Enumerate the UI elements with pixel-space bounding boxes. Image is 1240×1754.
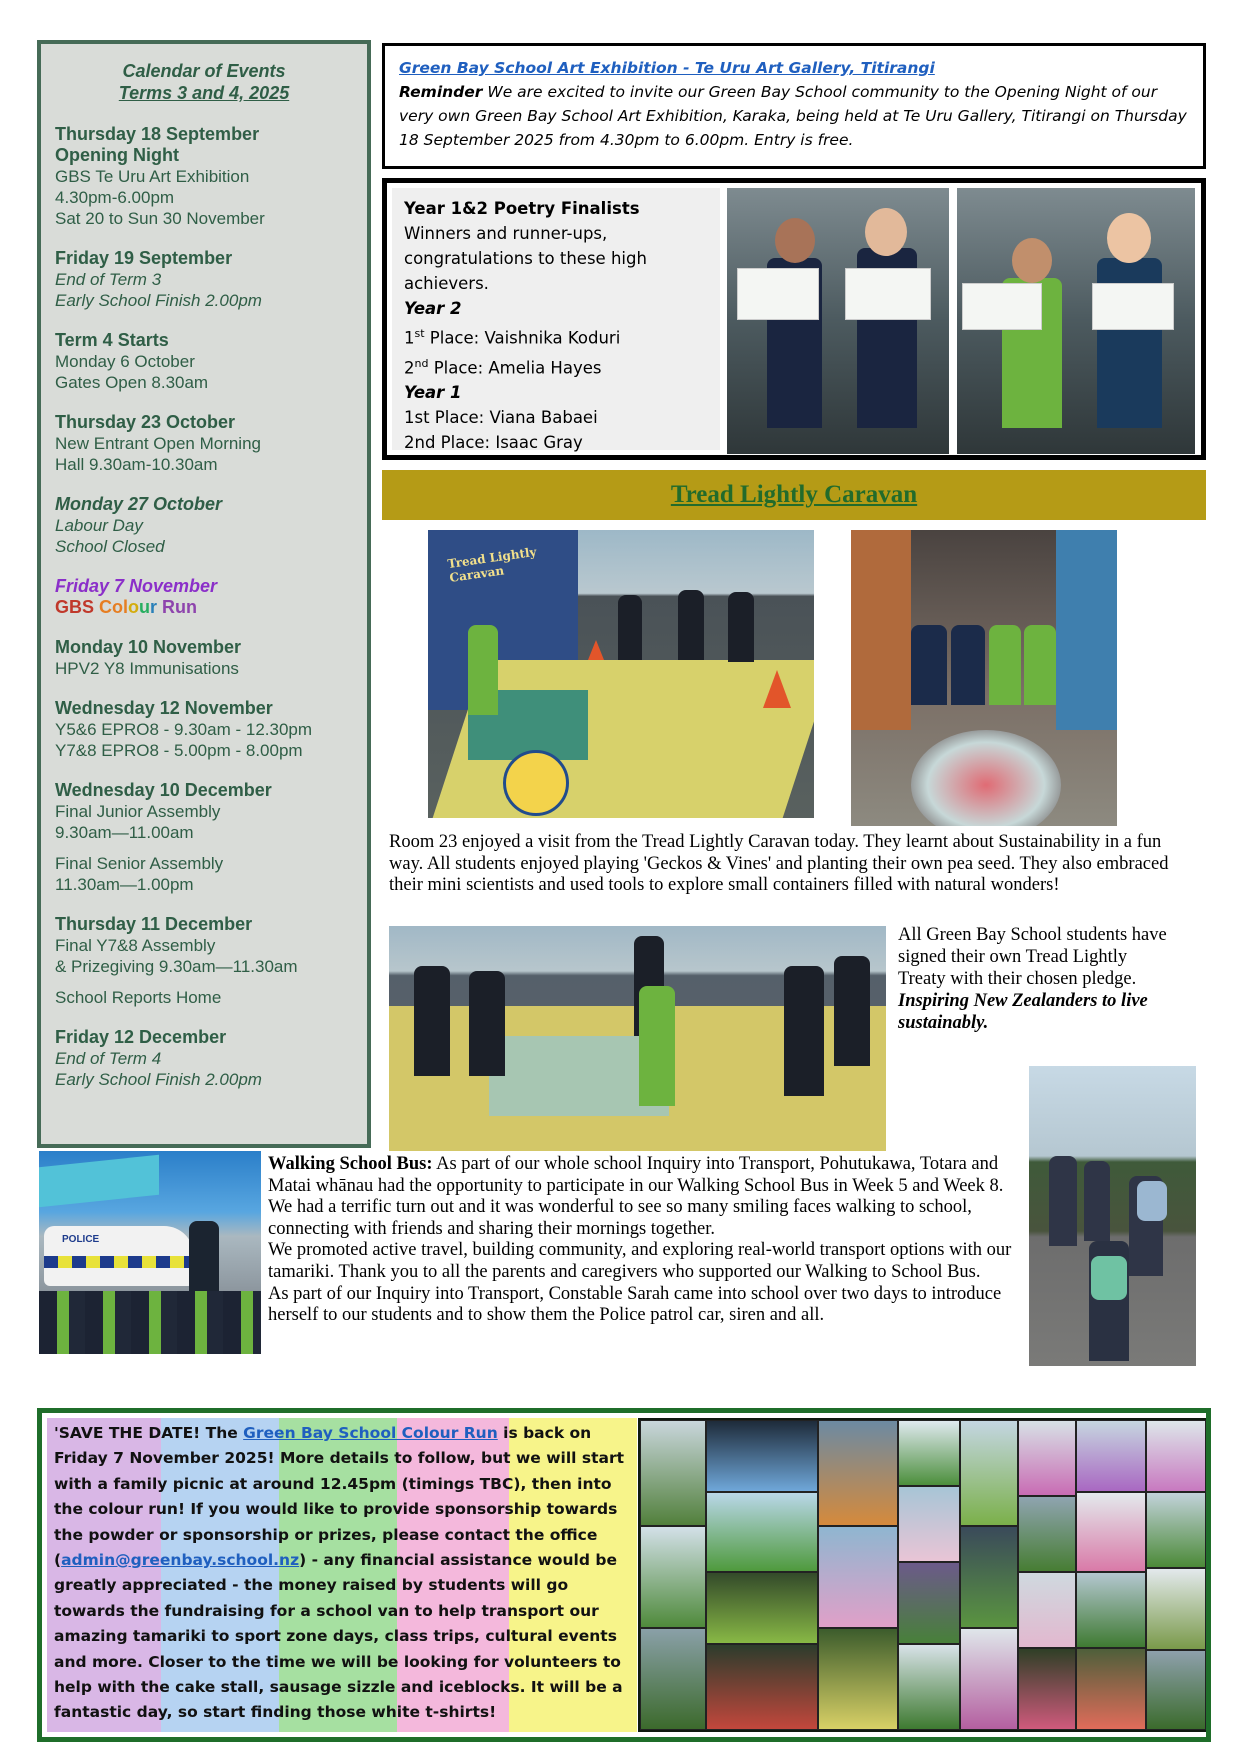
exhibition-notice xyxy=(382,43,1206,169)
event-line: Final Y7&8 Assembly xyxy=(55,936,216,955)
wall-display xyxy=(851,530,911,730)
event-heading: Wednesday 10 December xyxy=(55,780,272,800)
event-final-assemblies xyxy=(55,780,367,895)
student-figure xyxy=(469,971,505,1076)
office-email-link[interactable]: admin@greenbay.school.nz xyxy=(61,1551,300,1570)
exhibition-lead: Reminder xyxy=(399,83,483,101)
backpack xyxy=(1137,1181,1167,1221)
student-figure xyxy=(1024,625,1056,705)
collage-photo xyxy=(706,1572,818,1644)
event-line: School Reports Home xyxy=(55,988,222,1007)
student-figure xyxy=(1049,1156,1077,1246)
collage-photo xyxy=(640,1628,706,1730)
police-checker xyxy=(44,1256,194,1268)
collage-photo xyxy=(1018,1648,1076,1730)
wall-display xyxy=(1056,530,1117,730)
event-heading: Friday 12 December xyxy=(55,1027,227,1047)
student-figure xyxy=(951,625,985,705)
event-term-4-starts xyxy=(55,330,367,393)
collage-photo xyxy=(640,1526,706,1628)
collage-photo xyxy=(1076,1572,1146,1648)
face xyxy=(1107,213,1151,263)
event-line: School Closed xyxy=(55,537,165,556)
place-name: Place: Amelia Hayes xyxy=(428,358,602,377)
calendar-sidebar xyxy=(37,40,371,1148)
police-car-label: POLICE xyxy=(62,1234,100,1245)
colour-run-text-3: ) - any financial assistance would be greatly appreciated - the money raised by students will go towards the fundraising for a school van to help transport our amazing tamariki to sport zone days, class trips, cultural events and more. Closer to the time we will be looking for volunteers to help with the cake stall, sausage sizzle and iceblocks. It will be a fantastic day, so start finding those white t-shirts! xyxy=(54,1551,623,1722)
event-line: End of Term 3 xyxy=(55,270,162,289)
student-figure xyxy=(678,590,704,660)
student-figure xyxy=(989,625,1021,705)
tread-lightly-title: Tread Lightly Caravan xyxy=(670,481,918,508)
event-heading: Friday 7 November xyxy=(55,576,218,596)
traffic-cone xyxy=(763,670,791,708)
walking-p1: As part of our whole school Inquiry into Transport, Pohutukawa, Totara and Matai whānau had the opportunity to participate in our Walking School Bus in Week 5 and Week 8. xyxy=(268,1154,1004,1196)
shade-sail xyxy=(39,1155,159,1208)
student-figure xyxy=(834,956,870,1066)
event-labour-day xyxy=(55,494,367,557)
event-line: & Prizegiving 9.30am—11.30am xyxy=(55,957,298,976)
collage-photo xyxy=(898,1644,960,1730)
exhibition-body: We are excited to invite our Green Bay School community to the Opening Night of our very own Green Bay School Art Exhibition, Karaka, being held at Te Uru Gallery, Titirangi on Thursday 18 September 2025 from 4.30pm to 6.00pm. Entry is free. xyxy=(399,83,1187,149)
event-heading: Thursday 23 October xyxy=(55,412,236,432)
caravan-sign: Tread Lightly Caravan xyxy=(446,544,538,585)
year-1-heading: Year 1 xyxy=(404,383,462,402)
student-figure xyxy=(639,986,675,1106)
spinner xyxy=(503,750,569,816)
collage-photo xyxy=(1076,1420,1146,1492)
colour-run-text-1: 'SAVE THE DATE! The xyxy=(54,1424,244,1442)
poetry-title: Year 1&2 Poetry Finalists xyxy=(404,199,640,218)
collage-photo xyxy=(818,1420,898,1526)
event-line: Final Junior Assembly xyxy=(55,802,221,821)
collage-photo xyxy=(960,1420,1018,1526)
student-figure xyxy=(468,625,498,715)
place-suffix: st xyxy=(414,327,425,340)
seated-students xyxy=(39,1291,261,1354)
rainbow-part: Run xyxy=(162,597,198,617)
collage-photo xyxy=(1076,1648,1146,1730)
calendar-title-line2: Terms 3 and 4, 2025 xyxy=(118,83,290,103)
tread-photo-game-board xyxy=(428,530,814,818)
student-figure xyxy=(728,592,754,662)
colour-run-collage xyxy=(638,1418,1206,1732)
poetry-text-panel xyxy=(392,188,720,450)
backpack xyxy=(1091,1256,1127,1300)
collage-photo xyxy=(1146,1568,1206,1650)
event-prizegiving xyxy=(55,914,367,1008)
student-figure xyxy=(414,966,450,1076)
place-number: 1 xyxy=(404,328,415,348)
event-heading: Opening Night xyxy=(55,145,179,165)
event-heading: Term 4 Starts xyxy=(55,330,169,350)
collage-photo xyxy=(1076,1492,1146,1572)
calendar-title-line1: Calendar of Events xyxy=(122,61,286,81)
poetry-photo-year-1 xyxy=(957,188,1195,454)
collage-photo xyxy=(1018,1496,1076,1572)
certificate xyxy=(737,268,819,320)
exhibition-link[interactable]: Green Bay School Art Exhibition - Te Uru Art Gallery, Titirangi xyxy=(399,59,935,77)
poetry-photo-year-2 xyxy=(727,188,949,454)
event-line: Labour Day xyxy=(55,516,143,535)
event-heading: Thursday 11 December xyxy=(55,914,253,934)
event-end-term-4 xyxy=(55,1027,367,1090)
collage-photo xyxy=(1018,1420,1076,1496)
event-line: New Entrant Open Morning xyxy=(55,434,261,453)
event-immunisations xyxy=(55,637,367,679)
event-line: 11.30am—1.00pm xyxy=(55,875,194,894)
tread-photo-students-on-board xyxy=(389,926,886,1151)
treaty-block xyxy=(898,924,1168,1034)
event-line: Gates Open 8.30am xyxy=(55,373,209,392)
walking-p2: We had a terrific turn out and it was wonderful to see so many smiling faces walking to school, connecting with friends and sharing their mornings together. xyxy=(268,1197,972,1239)
collage-photo xyxy=(640,1420,706,1526)
year-2-first xyxy=(404,321,708,351)
face xyxy=(1012,238,1052,283)
event-line: 9.30am—11.00am xyxy=(55,823,194,842)
collage-photo xyxy=(898,1562,960,1644)
event-line: Early School Finish 2.00pm xyxy=(55,291,262,310)
rainbow-part: Col xyxy=(99,597,129,617)
police-car xyxy=(44,1226,194,1286)
collage-photo xyxy=(1146,1650,1206,1730)
event-line: Y7&8 EPRO8 - 5.00pm - 8.00pm xyxy=(55,741,303,760)
event-heading: Thursday 18 September xyxy=(55,124,260,144)
calendar-title xyxy=(41,60,367,104)
walking-p4: As part of our Inquiry into Transport, Constable Sarah came into school over two days to introduce herself to our students and to show them the Police patrol car, siren and all. xyxy=(268,1283,1002,1326)
face xyxy=(865,208,907,256)
event-heading: Wednesday 12 November xyxy=(55,698,273,718)
collage-photo xyxy=(1018,1572,1076,1648)
student-figure xyxy=(784,966,824,1096)
collage-photo xyxy=(706,1420,818,1492)
rainbow-part: o xyxy=(128,597,140,617)
rainbow-part: u xyxy=(139,597,151,617)
tread-lightly-paragraph: Room 23 enjoyed a visit from the Tread Lightly Caravan today. They learnt about Sustainability in a fun way. All students enjoyed playing 'Geckos & Vines' and planting their own pea seed. They also embraced their mini scientists and used tools to explore small containers filled with natural wonders! xyxy=(389,832,1169,895)
collage-photo xyxy=(898,1420,960,1486)
colour-run-text-2: is back on Friday 7 November 2025! More details to follow, but we will start with a family picnic at around 12.45pm (timings TBC), then into the colour run! If you would like to provide sponsorship towards the powder or sponsorship or prizes, please contact the office ( xyxy=(54,1424,625,1570)
student-figure xyxy=(618,595,642,660)
colour-run-text xyxy=(54,1421,634,1726)
collage-photo xyxy=(1146,1492,1206,1568)
event-line: End of Term 4 xyxy=(55,1049,162,1068)
collage-photo xyxy=(706,1644,818,1730)
event-heading: Friday 19 September xyxy=(55,248,233,268)
constable-figure xyxy=(189,1221,219,1301)
collage-photo xyxy=(818,1526,898,1628)
treaty-slogan: Inspiring New Zealanders to live sustainably. xyxy=(898,991,1148,1033)
collage-photo xyxy=(960,1526,1018,1628)
walking-photo xyxy=(1029,1066,1196,1366)
year-1-second: 2nd Place: Isaac Gray xyxy=(404,433,583,452)
collage-photo xyxy=(706,1492,818,1572)
event-line: HPV2 Y8 Immunisations xyxy=(55,659,239,678)
poetry-finalists xyxy=(382,178,1206,460)
collage-photo xyxy=(818,1628,898,1730)
rainbow-part: GBS xyxy=(55,597,100,617)
event-colour-run xyxy=(55,576,367,618)
year-2-second xyxy=(404,351,708,381)
year-2-heading: Year 2 xyxy=(404,299,462,318)
rainbow-part: r xyxy=(150,597,163,617)
colour-run-section xyxy=(37,1408,1211,1742)
event-line: Early School Finish 2.00pm xyxy=(55,1070,262,1089)
event-line: GBS Te Uru Art Exhibition xyxy=(55,167,250,186)
place-number: 2 xyxy=(404,358,415,377)
year-1-first: 1st Place: Viana Babaei xyxy=(404,408,598,427)
event-line: 4.30pm-6.00pm xyxy=(55,188,175,207)
walking-lead: Walking School Bus: xyxy=(268,1154,433,1174)
treaty-text: All Green Bay School students have signed their own Tread Lightly Treaty with their chosen pledge. xyxy=(898,925,1167,989)
event-epro8 xyxy=(55,698,367,761)
event-end-term-3 xyxy=(55,248,367,311)
event-line: Monday 6 October xyxy=(55,352,195,371)
walking-school-bus-text xyxy=(268,1154,1028,1327)
event-line: Y5&6 EPRO8 - 9.30am - 12.30pm xyxy=(55,720,313,739)
student-figure xyxy=(1084,1161,1110,1241)
certificate xyxy=(845,268,931,320)
collage-photo xyxy=(1146,1420,1206,1492)
collage-photo xyxy=(898,1486,960,1562)
traffic-cone xyxy=(588,640,604,660)
walking-p3: We promoted active travel, building community, and exploring real-world transport options with our tamariki. Thank you to all the parents and caregivers who supported our Walking to School Bus. xyxy=(268,1240,1012,1282)
event-heading: Monday 27 October xyxy=(55,494,223,514)
place-suffix: nd xyxy=(414,356,429,370)
event-open-morning xyxy=(55,412,367,475)
event-heading: Monday 10 November xyxy=(55,637,242,657)
event-line: Hall 9.30am-10.30am xyxy=(55,455,218,474)
tread-photo-inside-caravan xyxy=(851,530,1117,826)
collage-photo xyxy=(960,1628,1018,1730)
event-colour-run-label xyxy=(55,597,367,618)
light-table xyxy=(911,730,1061,826)
event-line: Final Senior Assembly xyxy=(55,854,224,873)
event-line: Sat 20 to Sun 30 November xyxy=(55,209,265,228)
colour-run-link[interactable]: Green Bay School Colour Run xyxy=(243,1424,498,1442)
police-photo xyxy=(39,1151,261,1354)
tread-lightly-banner xyxy=(382,470,1206,520)
place-name: Place: Vaishnika Koduri xyxy=(424,328,621,348)
certificate xyxy=(1092,283,1174,330)
face xyxy=(775,218,815,263)
event-art-exhibition xyxy=(55,124,367,229)
student-figure xyxy=(911,625,947,705)
poetry-intro: Winners and runner-ups, congratulations to these high achievers. xyxy=(404,224,647,293)
certificate xyxy=(962,283,1042,330)
